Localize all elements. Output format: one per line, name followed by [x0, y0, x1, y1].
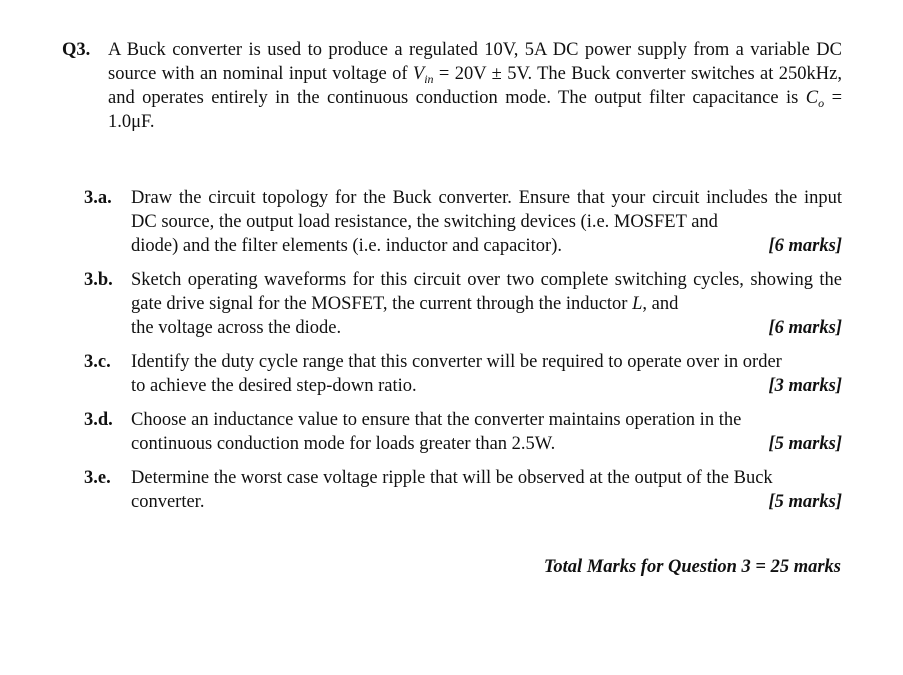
part-text-1: Sketch operating waveforms for this circuit over two complete switching cycles, showing the gate drive signal for the MOSFET, the current through the inductor: [131, 270, 842, 314]
part-last-line: [131, 234, 842, 258]
intro-part-3: .: [149, 112, 155, 132]
part-last-line-text: diode) and the filter elements (i.e. inductor and capacitor).: [131, 236, 562, 256]
part-3c: [84, 350, 842, 398]
part-label: 3.a.: [84, 188, 112, 208]
vin-subscript: in: [424, 72, 434, 86]
part-label: 3.d.: [84, 410, 113, 430]
co-value: = 1.0μF: [108, 88, 843, 132]
co-symbol: C: [805, 88, 819, 108]
part-label: 3.c.: [84, 352, 111, 372]
part-marks: [6 marks]: [768, 318, 842, 338]
intro-part-1: A Buck converter is used to produce a regulated 10V, 5A DC power supply from a variable DC source with an nominal input voltage of: [108, 40, 842, 84]
total-marks: Total Marks for Question 3 = 25 marks: [543, 557, 841, 577]
part-text-2: , and: [642, 294, 679, 314]
vin-value: = 20V ± 5V: [433, 64, 528, 84]
part-last-line-text: to achieve the desired step-down ratio.: [131, 376, 417, 396]
question-number: Q3.: [62, 40, 91, 60]
part-label: 3.b.: [84, 270, 113, 290]
part-last-line-text: continuous conduction mode for loads greater than 2.5W.: [131, 434, 556, 454]
part-last-line: [131, 432, 842, 456]
part-last-line-text: the voltage across the diode.: [131, 318, 342, 338]
part-marks: [5 marks]: [768, 434, 842, 454]
part-marks: [5 marks]: [768, 492, 842, 512]
part-label: 3.e.: [84, 468, 111, 488]
part-3e: [84, 466, 842, 514]
part-3d: [84, 408, 842, 456]
question-intro: [108, 38, 842, 134]
question-intro-text: [108, 38, 842, 134]
part-text: Choose an inductance value to ensure that the converter maintains operation in the: [131, 410, 742, 430]
part-text: Determine the worst case voltage ripple that will be observed at the output of the Buck: [131, 468, 773, 488]
inductor-symbol: L: [632, 294, 643, 314]
part-last-line-text: converter.: [131, 492, 205, 512]
part-last-line: [131, 316, 842, 340]
part-text: Draw the circuit topology for the Buck converter. Ensure that your circuit includes the input DC source, the output load resistance, the switching devices (i.e. MOSFET and: [131, 188, 842, 232]
part-last-line: [131, 374, 842, 398]
intro-part-2: . The Buck converter switches at 250kHz, and operates entirely in the continuous conduction mode. The output filter capacitance is: [108, 64, 842, 108]
question-3: [62, 38, 842, 134]
part-3a: [84, 186, 842, 258]
co-subscript: o: [818, 96, 825, 110]
part-text: Identify the duty cycle range that this converter will be required to operate over in order: [131, 352, 782, 372]
part-marks: [6 marks]: [768, 236, 842, 256]
vin-symbol: V: [412, 64, 425, 84]
part-last-line: [131, 490, 842, 514]
part-text: [131, 268, 842, 316]
part-marks: [3 marks]: [768, 376, 842, 396]
part-3b: [84, 268, 842, 340]
question-parts: [84, 186, 842, 524]
